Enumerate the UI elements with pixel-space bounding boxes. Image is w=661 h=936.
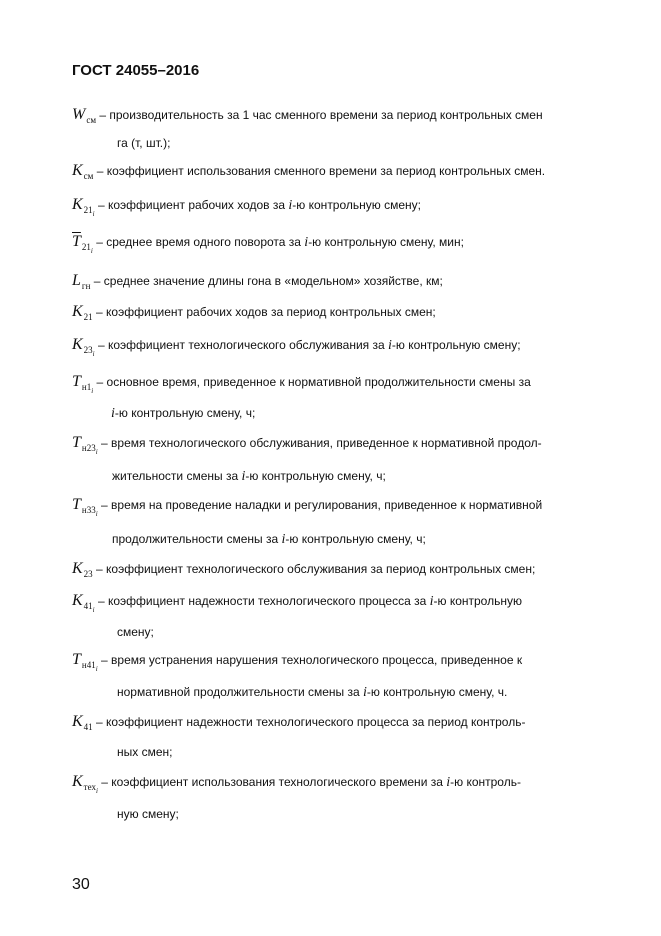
symbol: $\overline{T}$ (72, 233, 81, 250)
symbol-subsubscript: i (95, 787, 98, 795)
definition-entry (72, 592, 522, 614)
index-variable: i (387, 338, 392, 353)
symbol-subscript: см (83, 171, 94, 181)
symbol: K (72, 336, 83, 353)
definition-entry (72, 373, 531, 395)
symbol: K (72, 773, 83, 790)
symbol-subsubscript: i (92, 606, 95, 614)
continuation-text: жительности смены за (112, 469, 242, 483)
symbol-subscript: 41 (83, 722, 93, 732)
symbol-subsubscript: i (91, 387, 94, 395)
page-number: 30 (72, 876, 90, 893)
definition-text: – коэффициент надежности технологического процесса за (97, 594, 430, 608)
symbol: K (72, 196, 83, 213)
symbol-subscript: 41i (83, 601, 95, 614)
definition-entry (72, 336, 521, 358)
definition-text-tail: -ю контрольную (433, 594, 522, 608)
symbol: K (72, 303, 83, 320)
definition-entry (72, 196, 421, 218)
definition-entry (72, 233, 464, 255)
definition-continuation (112, 469, 386, 484)
definition-continuation (117, 745, 172, 759)
definition-text: – среднее время одного поворота за (96, 235, 305, 249)
continuation-text: нормативной продолжительности смены за (117, 685, 364, 699)
index-variable: i (111, 406, 115, 421)
definition-text: – коэффициент использования технологического времени за (101, 775, 447, 789)
definition-text: – среднее значение длины гона в «модельном» хозяйстве, км; (93, 274, 443, 288)
index-variable: i (241, 469, 246, 484)
definition-text: – коэффициент использования сменного времени за период контрольных смен. (96, 164, 546, 178)
continuation-text: ную смену; (117, 807, 179, 821)
symbol-subscript: н23i (81, 443, 98, 456)
index-variable: i (429, 594, 434, 609)
symbol: K (72, 162, 83, 179)
continuation-text: смену; (117, 625, 154, 639)
index-variable: i (304, 235, 309, 250)
symbol-subscript: н33i (81, 505, 98, 518)
symbol-subscript: 23i (83, 345, 95, 358)
symbol-subscript: 21i (83, 205, 95, 218)
definition-entry (72, 274, 443, 289)
definition-text-tail: -ю контрольную смену; (391, 338, 521, 352)
symbol: T (72, 434, 81, 451)
definition-entry (72, 164, 545, 179)
symbol-subscript: 21i (81, 242, 93, 255)
definition-text-tail: -ю контроль- (450, 775, 521, 789)
definition-entry (72, 305, 436, 320)
symbol-subsubscript: i (95, 665, 98, 673)
symbol: T (72, 496, 81, 513)
continuation-text-tail: -ю контрольную смену, ч; (114, 406, 256, 420)
symbol: T (72, 651, 81, 668)
definition-continuation (117, 807, 179, 821)
definition-text: – время устранения нарушения технологического процесса, приведенное к (101, 653, 523, 667)
symbol-subsubscript: i (92, 350, 95, 358)
definition-text: – коэффициент технологического обслуживания за (97, 338, 388, 352)
definition-entry (72, 562, 535, 577)
index-variable: i (281, 532, 286, 547)
continuation-text-tail: -ю контрольную смену, ч; (245, 469, 386, 483)
definition-text: – производительность за 1 час сменного времени за период контрольных смен (99, 108, 543, 122)
continuation-text: продолжительности смены за (112, 532, 282, 546)
symbol-subscript: н1i (81, 382, 94, 395)
definition-continuation (112, 532, 426, 547)
symbol-subsubscript: i (95, 510, 98, 518)
symbol-subscript: техi (83, 782, 98, 795)
symbol: K (72, 713, 83, 730)
definition-text: – коэффициент надежности технологического процесса за период контроль- (96, 715, 526, 729)
symbol-subscript: см (86, 115, 97, 125)
continuation-text: га (т, шт.); (117, 136, 171, 150)
symbol: L (72, 272, 81, 289)
page-header: ГОСТ 24055–2016 (72, 62, 200, 79)
symbol: T (72, 373, 81, 390)
definition-entry (72, 651, 523, 673)
definition-entry (72, 496, 543, 518)
definition-text: – основное время, приведенное к нормативной продолжительности смены за (96, 375, 531, 389)
symbol-subsubscript: i (95, 448, 98, 456)
symbol-subsubscript: i (92, 210, 95, 218)
symbol-subscript: 21 (83, 312, 93, 322)
symbol-subscript: 23 (83, 569, 93, 579)
definition-text: – коэффициент рабочих ходов за (97, 198, 289, 212)
definition-text: – время технологического обслуживания, приведенное к нормативной продол- (101, 436, 542, 450)
index-variable: i (446, 775, 451, 790)
symbol: W (72, 106, 86, 123)
definition-entry (72, 108, 543, 123)
definition-continuation (117, 625, 154, 639)
definition-entry (72, 434, 542, 456)
definition-text-tail: -ю контрольную смену; (292, 198, 421, 212)
definition-text: – коэффициент рабочих ходов за период контрольных смен; (96, 305, 436, 319)
symbol-subsubscript: i (90, 247, 93, 255)
definition-entry (72, 715, 525, 730)
index-variable: i (288, 198, 293, 213)
continuation-text-tail: -ю контрольную смену, ч; (285, 532, 426, 546)
definition-text: – коэффициент технологического обслуживания за период контрольных смен; (96, 562, 536, 576)
continuation-text: ных смен; (117, 745, 173, 759)
definition-continuation (117, 136, 170, 150)
symbol: K (72, 560, 83, 577)
symbol: K (72, 592, 83, 609)
definition-continuation (111, 406, 255, 421)
symbol-subscript: н41i (81, 660, 98, 673)
symbol-subscript: гн (81, 281, 91, 291)
definition-text-tail: -ю контрольную смену, мин; (308, 235, 464, 249)
definition-entry (72, 773, 521, 795)
index-variable: i (363, 685, 367, 700)
definition-continuation (117, 685, 507, 700)
continuation-text-tail: -ю контрольную смену, ч. (366, 685, 508, 699)
definition-text: – время на проведение наладки и регулирования, приведенное к нормативной (101, 498, 543, 512)
